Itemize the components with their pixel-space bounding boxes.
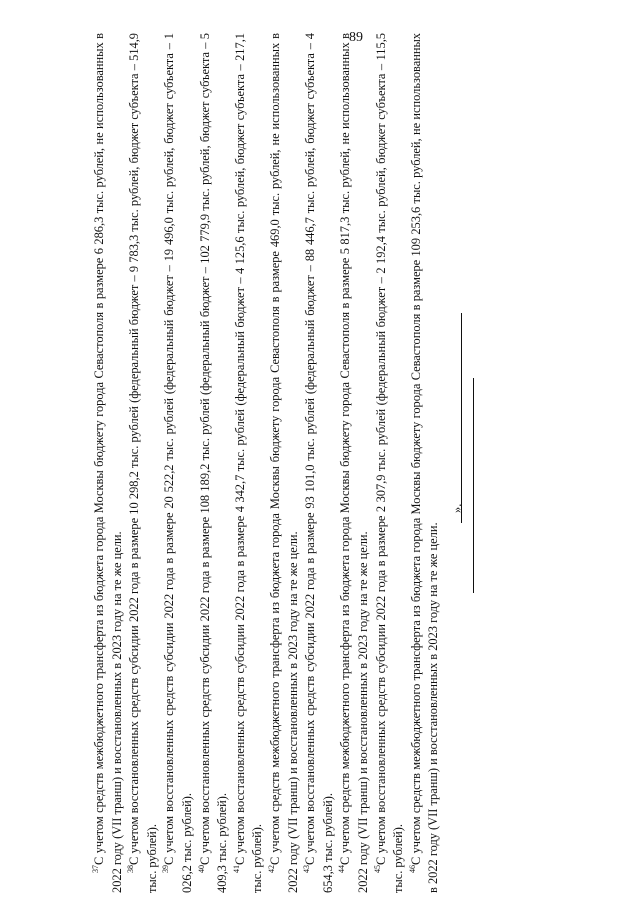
footnotes-section (91, 33, 471, 893)
footnote-text: С учетом восстановленных средств субсидии 2022 года в размере 10 298,2 тыс. рублей (федеральный бюджет – 9 783,3 тыс. рублей, бюджет субъекта – 514,9 тыс. рублей). (127, 33, 159, 893)
footnote-37 (91, 33, 126, 893)
footnote-text: С учетом средств межбюджетного трансферта из бюджета города Москвы бюджету города Севастополя в размере 5 817,3 тыс. рублей, не использованных в 2022 году (VII транш) и восстановленных в 2023 году на те же цели. (338, 33, 370, 893)
footnote-40 (197, 33, 232, 893)
footnote-text: С учетом средств межбюджетного трансферта из бюджета города Москвы бюджету города Севастополя в размере 109 253,6 тыс. рублей, не использованных в 2022 году (VII транш) и восстановленных в 2023 году на те же цели. (408, 33, 441, 893)
footnote-text: С учетом восстановленных средств субсидии 2022 года в размере 108 189,2 тыс. рублей (федеральный бюджет – 102 779,9 тыс. рублей, бюджет субъекта – 5 409,3 тыс. рублей). (197, 33, 230, 893)
closing-quote: ». (449, 503, 464, 513)
footnote-41 (232, 33, 267, 893)
footnote-45 (373, 33, 408, 893)
separator-line (473, 378, 474, 593)
footnote-46 (408, 33, 443, 893)
footnote-text: С учетом восстановленных средств субсидии 2022 года в размере 20 522,2 тыс. рублей (федеральный бюджет – 19 496,0 тыс. рублей, бюджет субъекта – 1 026,2 тыс. рублей). (162, 33, 194, 893)
footnote-number: 46 (407, 865, 417, 873)
footnote-number: 42 (266, 865, 276, 873)
footnote-number: 45 (372, 865, 382, 873)
footnote-text: С учетом восстановленных средств субсидии 2022 года в размере 4 342,7 тыс. рублей (федеральный бюджет – 4 125,6 тыс. рублей, бюджет субъекта – 217,1 тыс. рублей). (232, 33, 265, 893)
footnote-43 (302, 33, 337, 893)
footnote-number: 43 (302, 865, 311, 873)
footnote-number: 39 (161, 865, 171, 873)
footnote-number: 38 (126, 865, 136, 873)
footnote-text: С учетом средств межбюджетного трансферта из бюджета города Москвы бюджету города Севастополя в размере 6 286,3 тыс. рублей, не использованных в 2022 году (VII транш) и восстановленных в 2023 году на те же цели. (92, 33, 124, 893)
footnote-number: 40 (196, 865, 206, 873)
footnote-39 (161, 33, 196, 893)
footnote-number: 41 (231, 865, 241, 873)
footnote-number: 37 (90, 865, 100, 873)
footnote-text: С учетом восстановленных средств субсидии 2022 года в размере 2 307,9 тыс. рублей (федеральный бюджет – 2 192,4 тыс. рублей, бюджет субъекта – 115,5 тыс. рублей). (373, 33, 406, 893)
footnote-text: С учетом средств межбюджетного трансферта из бюджета города Москвы бюджету города Севастополя в размере 469,0 тыс. рублей, не использованных в 2022 году (VII транш) и восстановленных в 2023 году на те же цели. (267, 33, 300, 893)
separator-line (461, 313, 462, 523)
footnote-44 (337, 33, 372, 893)
page-number: 89 (349, 30, 363, 45)
footnote-38 (126, 33, 161, 893)
closing-block (451, 33, 471, 893)
footnote-number: 44 (337, 865, 347, 873)
footnote-42 (267, 33, 302, 893)
rotated-page-body (91, 33, 531, 893)
footnote-text: С учетом восстановленных средств субсидии 2022 года в размере 93 101,0 тыс. рублей (федеральный бюджет – 88 446,7 тыс. рублей, бюджет субъекта – 4 654,3 тыс. рублей). (303, 33, 335, 893)
